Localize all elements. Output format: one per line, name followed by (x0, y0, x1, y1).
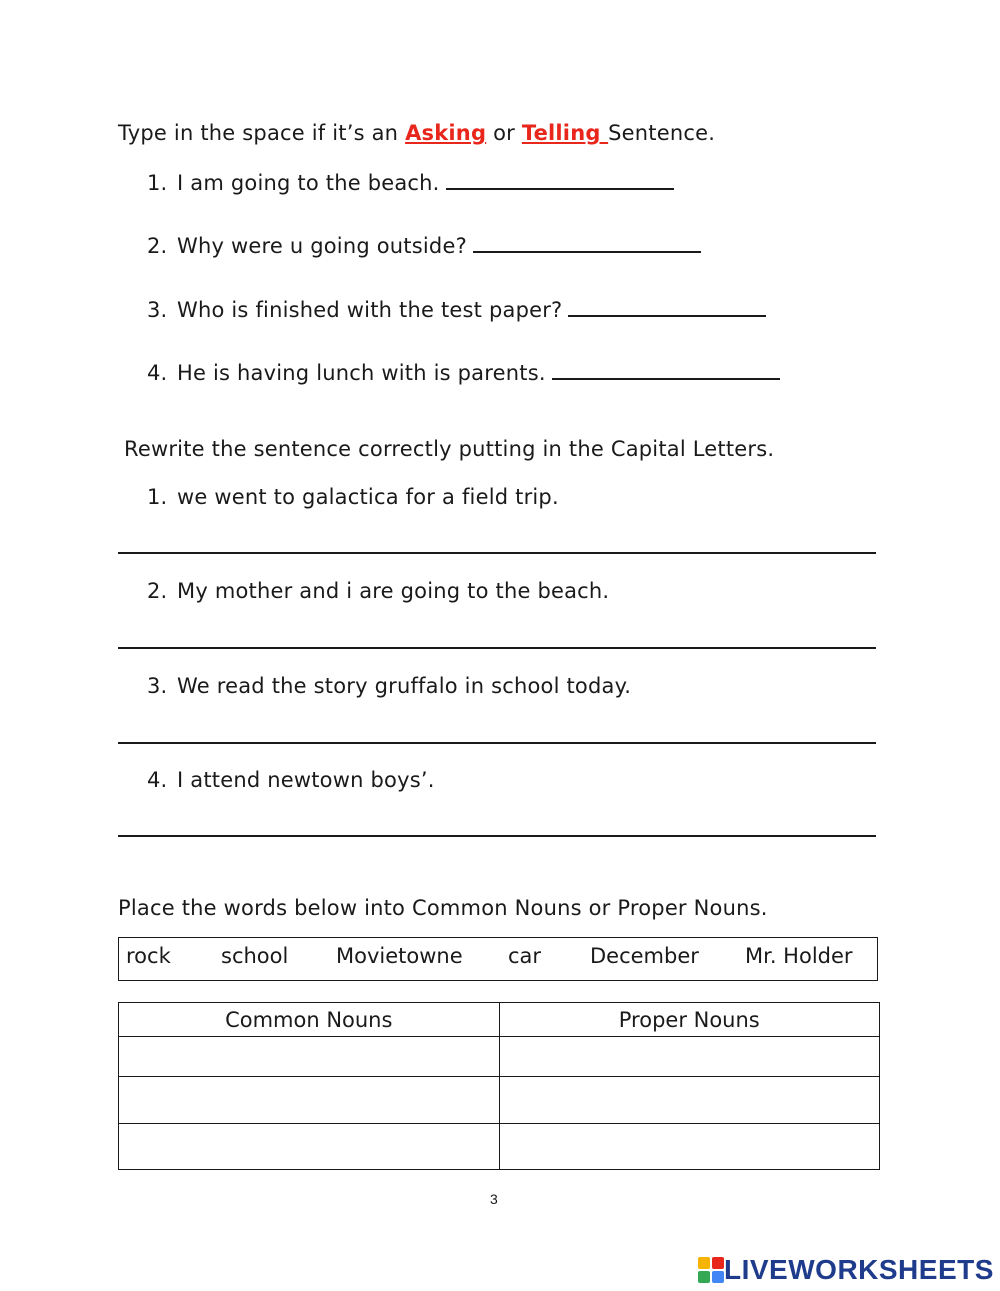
page-number: 3 (490, 1191, 498, 1207)
question-text: Why were u going outside? (177, 234, 467, 258)
asking-keyword: Asking (405, 121, 487, 145)
logo-blocks-icon (698, 1257, 724, 1283)
nouns-table (118, 1002, 880, 1170)
answer-blank[interactable] (473, 233, 701, 253)
question-3 (147, 297, 766, 322)
rewrite-item-3 (147, 674, 631, 698)
word-school[interactable]: school (221, 944, 289, 968)
question-text: He is having lunch with is parents. (177, 361, 546, 385)
proper-noun-cell[interactable] (499, 1124, 880, 1170)
answer-line-1[interactable] (118, 552, 876, 554)
answer-blank[interactable] (568, 297, 766, 317)
section3-instruction: Place the words below into Common Nouns or Proper Nouns. (118, 896, 768, 920)
instruction-text-end: Sentence. (608, 121, 716, 145)
item-text: I attend newtown boys’. (177, 768, 435, 792)
section2-instruction: Rewrite the sentence correctly putting in the Capital Letters. (124, 437, 775, 461)
liveworksheets-logo (698, 1255, 994, 1285)
logo-text: LIVEWORKSHEETS (724, 1254, 994, 1285)
answer-blank[interactable] (446, 170, 674, 190)
rewrite-item-4 (147, 768, 435, 792)
item-number: 2. (147, 579, 168, 603)
proper-nouns-header: Proper Nouns (499, 1003, 880, 1037)
answer-line-4[interactable] (118, 835, 876, 837)
question-2 (147, 233, 701, 258)
question-text: Who is finished with the test paper? (177, 298, 563, 322)
answer-line-3[interactable] (118, 742, 876, 744)
item-text: we went to galactica for a field trip. (177, 485, 559, 509)
common-noun-cell[interactable] (119, 1077, 500, 1124)
question-number: 2. (147, 234, 168, 258)
proper-noun-cell[interactable] (499, 1077, 880, 1124)
rewrite-item-2 (147, 579, 609, 603)
item-text: My mother and i are going to the beach. (177, 579, 610, 603)
question-text: I am going to the beach. (177, 171, 440, 195)
rewrite-item-1 (147, 485, 559, 509)
instruction-text: Type in the space if it’s an (118, 121, 406, 145)
question-4 (147, 360, 780, 385)
answer-line-2[interactable] (118, 647, 876, 649)
question-1 (147, 170, 674, 195)
or-text: or (486, 121, 522, 145)
item-text: We read the story gruffalo in school today. (177, 674, 632, 698)
question-number: 3. (147, 298, 168, 322)
word-december[interactable]: December (590, 944, 699, 968)
proper-noun-cell[interactable] (499, 1037, 880, 1077)
word-car[interactable]: car (508, 944, 542, 968)
word-rock[interactable]: rock (126, 944, 171, 968)
section1-instruction (118, 121, 715, 145)
question-number: 1. (147, 171, 168, 195)
common-noun-cell[interactable] (119, 1037, 500, 1077)
common-noun-cell[interactable] (119, 1124, 500, 1170)
item-number: 3. (147, 674, 168, 698)
word-movietowne[interactable]: Movietowne (336, 944, 463, 968)
item-number: 4. (147, 768, 168, 792)
word-mr-holder[interactable]: Mr. Holder (745, 944, 853, 968)
word-bank (118, 937, 878, 981)
question-number: 4. (147, 361, 168, 385)
item-number: 1. (147, 485, 168, 509)
common-nouns-header: Common Nouns (119, 1003, 500, 1037)
answer-blank[interactable] (552, 360, 780, 380)
telling-keyword: Telling (521, 121, 609, 145)
